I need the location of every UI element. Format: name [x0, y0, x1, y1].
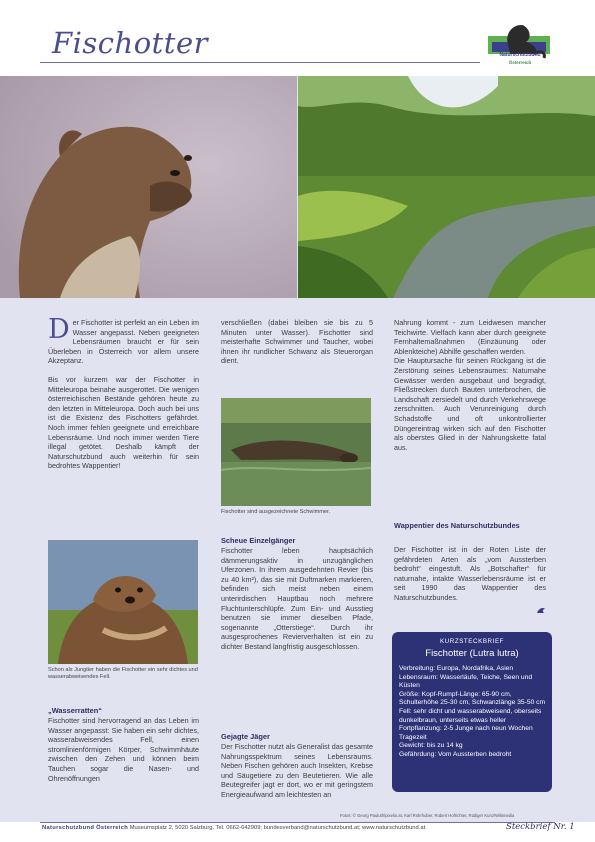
wappentier-paragraph: Der Fischotter ist in der Roten Liste der gefährdeten Arten als „vom Aussterben bedroht“ eingestuft. Als „Botschafter“ für naturnahe, intakte Wasserlebensräume ist er seit 1990 das Wappentier des Naturschutzbundes. [394, 545, 546, 602]
column-1 [48, 314, 199, 480]
page-title: Fischotter [52, 26, 208, 60]
detail-line: Größe: Kopf-Rumpf-Länge: 65-90 cm, Schulterhöhe 25-30 cm, Schwanzlänge 35-50 cm [399, 690, 546, 707]
column-3 [394, 318, 546, 461]
young-otter-caption: Schon als Jungtier haben die Fischotter ein sehr dichtes und wasserabweisendes Fell. [48, 667, 198, 681]
wasserratten-paragraph: Fischotter sind hervorragend an das Leben im Wasser angepasst: Sie haben ein sehr dichtes, wasserabweisendes Fell, einen stromlinienförmigen Körper, Schwimmhäute zwischen den Zehen und können beim Tauchen sogar die Nasen- und Ohrenöffnungen [48, 716, 199, 783]
gejagte-jaeger-heading: Gejagte Jäger [221, 732, 270, 741]
swimming-otter-photo [221, 398, 371, 506]
detail-line: Lebensraum: Wasserläufe, Teiche, Seen und Küsten [399, 673, 533, 690]
detail-line: Fell: sehr dicht und wasserabweisend, oberseits dunkelbraun, unterseits etwas heller [399, 707, 542, 724]
detail-line: Verbreitung: Europa, Nordafrika, Asien [399, 665, 514, 672]
footer [42, 825, 425, 831]
drop-cap: D [48, 314, 70, 345]
nahrung-paragraph: Nahrung kommt - zum Leidwesen mancher Teichwirte. Vielfach kann aber durch geeignete Fernhaltemaßnahmen (Einzäunung oder Ablenkteiche) Abhilfe geschaffen werden. [394, 318, 546, 356]
footer-address: Museumsplatz 2, 5020 Salzburg, Tel. 0662-642909; bundesverband@naturschutzbund.at; www.naturschutzbund.at [129, 825, 426, 831]
wasserratten-heading: „Wasserratten“ [48, 706, 102, 715]
kurzsteckbrief-details [399, 665, 549, 760]
column-2-intro: verschließen (dabei bleiben sie bis zu 5 Minuten unter Wasser). Fischotter sind meisterhafte Schwimmer und Taucher, wobei ihnen ihr rundlicher Schwanz als Steuerorgan dient. [221, 318, 373, 366]
detail-line: Gefährdung: Vom Aussterben bedroht [399, 750, 512, 758]
rueckgang-paragraph: Die Hauptursache für seinen Rückgang ist die Zerstörung seines Lebensraumes: Naturnahe Gewässer werden ausgebaut und begradigt, Fließstrecken durch Bauten unterbrochen, die Landschaft zersiedelt und durch Verkehrswege zerschnitten. Auch Verunreinigung durch Schadstoffe und oft unkontrollierter Düngereintrag wirken sich auf den Fischotter als oberstes Glied in der Nahrungskette fatal aus. [394, 356, 546, 452]
young-otter-photo [48, 540, 198, 664]
history-paragraph: Bis vor kurzem war der Fischotter in Mitteleuropa beinahe ausgerottet. Die wenigen österreichischen Bestände gehören heute zu den letzten in Mitteleuropa. Doch auch bei uns ist die Existenz des Fischotters gefährdet. Noch immer fehlen geeignete und erreichbare Lebensräume. Und noch immer werden Tiere illegal getötet. Deshalb kämpft der Naturschutzbund auch weiterhin für sein bedrohtes Wappentier! [48, 374, 199, 471]
photo-credit: Fotos: © Georg Pauluth/pixelio.at, Karl Rohrhuber, Robert Hofrichter, Rüdiger Kunz/Wikimedia [340, 813, 515, 818]
kurzsteckbrief-box [392, 632, 552, 792]
logo-country: Österreich [508, 60, 532, 65]
footer-org: Naturschutzbund Österreich [42, 825, 129, 831]
einzelgaenger-paragraph: Fischotter leben hauptsächlich dämmerungsaktiv in unzugänglichen Uferzonen. In ihrem ausgedehnten Revier (bis zu 40 km²), das sie mit Duftmarken markieren, befinden sich meist neben einem unterirdischen Hauptbau noch mehrere Fluchtunterschlüpfe. Zum Ein- und Ausstieg benutzen sie immer dieselben Pfade, sogenannte „Otterstiege“. Durch ihr ausgesprochenes Revierverhalten ist ein zu dichter Bestand langfristig ausgeschlossen. [221, 546, 373, 651]
series-number: Steckbrief Nr. 1 [506, 822, 575, 832]
otter-portrait-photo [0, 76, 297, 298]
einzelgaenger-heading: Scheue Einzelgänger [221, 536, 296, 545]
logo-name: Naturschutzbund [499, 52, 541, 58]
detail-line: Fortpflanzung: 2-5 Junge nach neun Wochen Tragezeit [399, 725, 533, 741]
detail-line: Gewicht: bis zu 14 kg [399, 742, 463, 750]
kurzsteckbrief-label: KURZSTECKBRIEF [439, 638, 505, 645]
title-underline [40, 62, 480, 63]
kurzsteckbrief-title: Fischotter (Lutra lutra) [425, 648, 519, 659]
footer-divider [40, 822, 555, 823]
otter-logo-icon [486, 14, 552, 74]
swimming-otter-caption: Fischotter sind ausgezeichnete Schwimmer. [221, 509, 331, 515]
otter-symbol-icon [535, 604, 547, 616]
gejagte-jaeger-paragraph: Der Fischotter nutzt als Generalist das gesamte Nahrungsspektrum seines Lebensraums. Neben Fischen gehören auch Insekten, Krebse und Säugetiere zu den Beutetieren. Wie alle Beutegreifer jagt er dort, wo er mit geringstem Energieaufwand am leichtesten an [221, 742, 373, 799]
river-landscape-photo [298, 76, 595, 298]
wappentier-heading: Wappentier des Naturschutzbundes [394, 521, 520, 530]
intro-paragraph: er Fischotter ist perfekt an ein Leben im Wasser angepasst. Neben geeigneten Lebensräumen braucht er für sein Überleben in Österreich vor allem unsere Akzeptanz. [48, 318, 199, 366]
